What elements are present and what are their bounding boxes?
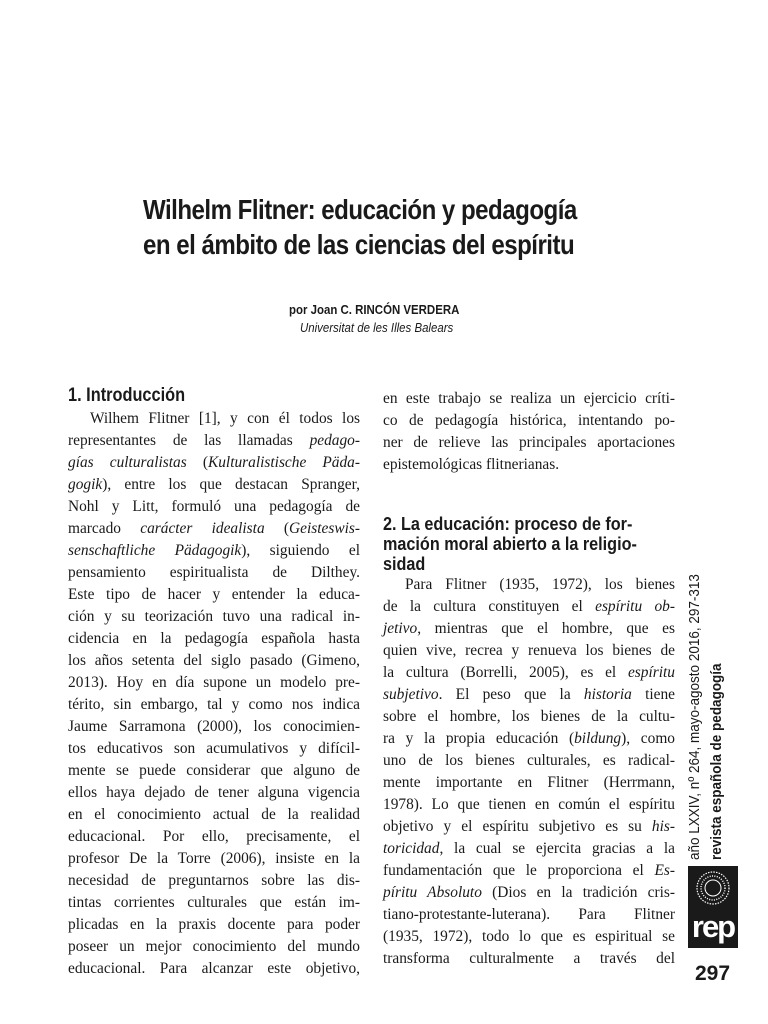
text-line: objetivo y el espíritu subjetivo es su his- <box>383 818 675 835</box>
page-number: 297 <box>695 962 731 985</box>
text-line: cidencia en la pedagogía española hasta <box>68 630 360 647</box>
text-line: subjetivo. El peso que la historia tiene <box>383 686 675 703</box>
text-line: (1935, 1972), todo lo que es espiritual se <box>383 928 675 945</box>
text-line: Nohl y Litt, formuló una pedagogía de <box>68 498 360 515</box>
text-line: tiano-protestante-luterana). Para Flitner <box>383 906 675 923</box>
text-line: en este trabajo se realiza un ejercicio críti- <box>383 390 675 407</box>
sun-rays-icon <box>688 866 738 910</box>
title-line-2: en el ámbito de las ciencias del espíritu <box>143 229 575 260</box>
text-line: ner de relieve las principales aportaciones <box>383 434 675 451</box>
text-line: marcado carácter idealista (Geisteswis- <box>68 520 360 537</box>
text-line: poseer un mejor conocimiento del mundo <box>68 938 360 955</box>
section-2-heading-line: mación moral abierto a la religio- <box>383 534 637 554</box>
text-line: gías culturalistas (Kulturalistische Päda- <box>68 454 360 471</box>
text-line: epistemológicas flitnerianas. <box>383 456 560 473</box>
text-line: térito, sin embargo, tal y como nos indica <box>68 696 360 713</box>
journal-name: revista española de pedagogía <box>708 663 725 860</box>
column-right-text <box>383 574 675 970</box>
paper-title <box>143 192 590 262</box>
text-line: plicadas en la praxis docente para poder <box>68 916 360 933</box>
text-line: mente importante en Flitner (Herrmann, <box>383 774 675 791</box>
logo-text: rep <box>691 909 735 944</box>
text-line: senschaftliche Pädagogik), siguiendo el <box>68 542 361 559</box>
column-left-text <box>68 408 360 980</box>
text-line: fundamentación que le proporciona el Es- <box>383 862 675 879</box>
section-2-heading-line: sidad <box>383 554 426 574</box>
text-line: jetivo, mientras que el hombre, que es <box>383 620 675 637</box>
section-2-heading-line: 2. La educación: proceso de for- <box>383 514 633 534</box>
text-line: gogik), entre los que destacan Spranger, <box>68 476 360 493</box>
text-line: toricidad, la cual se ejercita gracias a la <box>383 840 675 857</box>
text-line: tos educativos son acumulativos y difícil- <box>68 740 360 757</box>
text-line: píritu Absoluto (Dios en la tradición cris- <box>383 884 675 901</box>
text-line: mente se puede considerar que alguno de <box>68 762 360 779</box>
text-line: en el conocimiento actual de la realidad <box>68 806 360 823</box>
author-affiliation: Universitat de les Illes Balears <box>300 320 454 335</box>
text-line: uno de los bienes culturales, es radical- <box>383 752 675 769</box>
section-1-heading: 1. Introducción <box>68 385 186 406</box>
text-line: 1978). Lo que tienen en común el espíritu <box>383 796 675 813</box>
text-line: ción y su teorización tuvo una radical in- <box>68 608 360 625</box>
section-2-heading <box>383 514 637 574</box>
text-line: educacional. Por ello, precisamente, el <box>68 828 360 845</box>
author-name: por Joan C. RINCÓN VERDERA <box>289 302 460 317</box>
journal-sidebar <box>684 510 744 860</box>
text-line: sobre el hombre, los bienes de la cultu- <box>383 708 675 725</box>
text-line: Jaume Sarramona (2000), los conocimien- <box>68 718 360 735</box>
text-line: la cultura (Borrelli, 2005), es el espíritu <box>383 664 675 681</box>
text-line: pensamiento espiritualista de Dilthey. <box>68 564 360 581</box>
text-line: co de pedagogía histórica, intentando po- <box>383 412 675 429</box>
text-line: representantes de las llamadas pedago- <box>68 432 360 449</box>
text-line: de la cultura constituyen el espíritu ob- <box>383 598 675 615</box>
text-line: tintas corrientes culturales que están im- <box>68 894 360 911</box>
journal-logo <box>688 866 738 948</box>
column-right-top-text <box>383 388 675 476</box>
text-line: los años setenta del siglo pasado (Gimeno, <box>68 652 360 669</box>
text-line: Para Flitner (1935, 1972), los bienes <box>405 576 675 593</box>
text-line: Wilhem Flitner [1], y con él todos los <box>90 410 360 427</box>
text-line: quien vive, recrea y renueva los bienes de <box>383 642 675 659</box>
text-line: transforma culturalmente a través del <box>383 950 675 967</box>
text-line: Este tipo de hacer y entender la educa- <box>68 586 360 603</box>
title-line-1: Wilhelm Flitner: educación y pedagogía <box>143 194 577 225</box>
text-line: 2013). Hoy en día supone un modelo pre- <box>68 674 360 691</box>
text-line: educacional. Para alcanzar este objetivo, <box>68 960 360 977</box>
text-line: profesor De la Torre (2006), insiste en la <box>68 850 360 867</box>
text-line: ra y la propia educación (bildung), como <box>383 730 675 747</box>
text-line: necesidad de preguntarnos sobre las dis- <box>68 872 360 889</box>
text-line: ellos haya dejado de tener alguna vigencia <box>68 784 360 801</box>
journal-issue-info: año LXXIV, nº 264, mayo-agosto 2016, 297-313 <box>686 574 703 860</box>
